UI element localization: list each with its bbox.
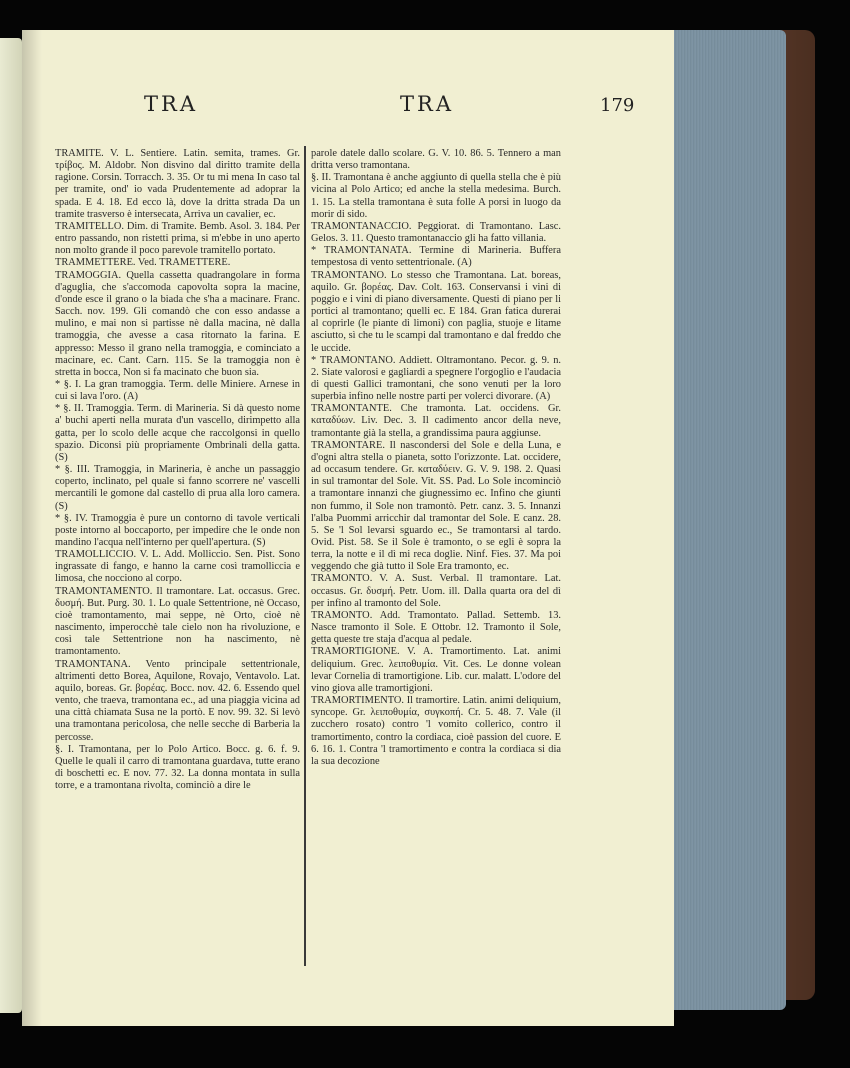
entry-tramortigione: TRAMORTIGIONE. V. A. Tramortimento. Lat. animi deliquium. Grec. λειποθυμία. Vit. Ces. Le donne volean levar Cornelia di tramortigione. Lib. cur. malatt. L'odore del vino giova alle tramortigioni. bbox=[311, 646, 561, 694]
entry-tramonto-add: TRAMONTO. Add. Tramontato. Pallad. Settemb. 13. Nasce tramonto il Sole. E Ottobr. 12. Tramonto il Sole, getta queste tre staja d'acqua al pedale. bbox=[311, 609, 561, 646]
entry-tramontano: TRAMONTANO. Lo stesso che Tramontana. Lat. boreas, aquilo. Gr. βορέας. Dav. Colt. 163. Conservansi i vini di poggio e i vini di piano diversamente. Questi di piano per li portici al tramontano; quelli ec. E 184. Gran fatica durerai al coprirle (le piante di limoni) con paglia, stuoje e litame asciutto, sì che tu le scampi dal tramontano e dal freddo che le uccide. bbox=[311, 269, 561, 354]
entry-tramoggia-s1: * §. I. La gran tramoggia. Term. delle Miniere. Arnese in cui si lava l'oro. (A) bbox=[55, 378, 300, 403]
entry-tramitello: TRAMITELLO. Dim. di Tramite. Bemb. Asol. 3. 184. Per entro passando, non ristetti prima, si m'ebbe in uno aperto non molto grande il poco parevole tramitello portato. bbox=[55, 220, 300, 257]
right-headword: TRA bbox=[400, 92, 454, 116]
entry-tramontanaccio: TRAMONTANACCIO. Peggiorat. di Tramontano. Lasc. Gelos. 3. 11. Questo tramontanaccio gli ha fatto villania. bbox=[311, 220, 561, 245]
page-header bbox=[22, 92, 674, 122]
entry-tramontare: TRAMONTARE. Il nascondersi del Sole e della Luna, e d'ogni altra stella o pianeta, sotto l'orizzonte. Lat. occidere, ad occasum tendere. Gr. καταδύειν. G. V. 9. 198. 2. Quasi in sul tramontar del Sole. Vit. SS. Pad. Lo Sole incominciò a tramontare innanzi che giugnessimo ec. Infino che giunti non fummo, il Sole non tramontò. Petr. canz. 3. 5. Innanzi l'alba Puommi arricchir dal tramontar del Sole. E canz. 28. 5. Se 'l Sol levarsi sguardo ec., Se tramontarsi al tardo. Ovid. Pist. 58. Se il Sole è tramonto, o se egli è sopra la terra, la notte e il dì mi reca doglie. Ninf. Fies. 37. Ma poi veggendo che già tutto il Sole Era tramonto, ec. bbox=[311, 439, 561, 573]
entry-tramolliccio: TRAMOLLICCIO. V. L. Add. Molliccio. Sen. Pist. Sono ingrassate di fango, e hanno la carne così tramolliccia e limosa, che nocciono al corpo. bbox=[55, 549, 300, 585]
entry-tramoggia-s2: * §. II. Tramoggia. Term. di Marineria. Si dà questo nome a' buchi aperti nella murata d'un vascello, dirimpetto alla gatta, per lo scolo delle acque che raccolgonsi in quello spazio. Diconsi più propriamente Ombrinali della gatta. (S) bbox=[55, 403, 300, 463]
entry-tramontante: TRAMONTANTE. Che tramonta. Lat. occidens. Gr. καταδύων. Liv. Dec. 3. Il cadimento ancor della neve, tramontante già la stella, a grandissima paura aggiunse. bbox=[311, 403, 561, 439]
page-edges bbox=[668, 30, 786, 1010]
left-page-edge bbox=[0, 38, 22, 1013]
entry-tramoggia-s3: * §. III. Tramoggia, in Marineria, è anche un passaggio coperto, inclinato, pel quale si fanno scorrere ne' vascelli mercantili le gomone dal castello di prua alla loro camera. (S) bbox=[55, 464, 300, 512]
entry-tramontana-s2: §. II. Tramontana è anche aggiunto di quella stella che è più vicina al Polo Artico; ed anche la stella medesima. Burch. 1. 15. La stella tramontana è suta folle A porsi in luogo da morir di sido. bbox=[311, 172, 561, 220]
entry-continuation: parole datele dallo scolare. G. V. 10. 86. 5. Tennero a man dritta verso tramontana. bbox=[311, 148, 561, 172]
entry-tramontana-s1: §. I. Tramontana, per lo Polo Artico. Bocc. g. 6. f. 9. Quelle le quali il carro di tramontana guardava, tutte erano di boschetti ec. E nov. 77. 32. La donna montata in sulla torre, e a tramontana rivolta, cominciò a dire le bbox=[55, 743, 300, 792]
column-rule bbox=[304, 146, 306, 966]
entry-tramite: TRAMITE. V. L. Sentiere. Latin. semita, trames. Gr. τρίβος. M. Aldobr. Non disvino dal diritto tramite della ragione. Corsin. Torracch. 3. 35. Or tu mi mena In caso tal per tramite, ond' io vada Prudentemente ad adoprar la spada. E 4. 18. Ed ecco là, dove la dritta strada Da un tramite trasverso è intersecata, Arriva un cavalier, ec. bbox=[55, 148, 300, 220]
right-column bbox=[311, 148, 561, 968]
entry-tramontanata: * TRAMONTANATA. Termine di Marineria. Buffera tempestosa di vento settentrionale. (A) bbox=[311, 245, 561, 269]
entry-trammettere: TRAMMETTERE. Ved. TRAMETTERE. bbox=[55, 257, 231, 269]
entry-tramontana: TRAMONTANA. Vento principale settentrionale, altrimenti detto Borea, Aquilone, Rovajo, Ventavolo. Lat. aquilo, boreas. Gr. βορέας. Bocc. nov. 42. 6. Essendo quel vento, che traeva, tramontana ec., ad una piaggia vicina ad una città chiamata Susa ne la portò. E nov. 99. 32. Si levò una tramontana pericolosa, che nelle secche di Barberia la percosse. bbox=[55, 658, 300, 743]
entry-tramoggia-s4: * §. IV. Tramoggia è pure un contorno di tavole verticali poste intorno al boccaporto, per impedire che le onde non mandino l'acqua nell'interno per quell'apertura. (S) bbox=[55, 512, 300, 548]
entry-tramontamento: TRAMONTAMENTO. Il tramontare. Lat. occasus. Grec. δυσμή. But. Purg. 30. 1. Lo quale Settentrione, nè Occaso, cioè tramontamento, mai seppe, nè Orto, cioè nè nascimento, imperocchè tale cielo non ha rivoluzione, e così tale Settentrione non ha nascimento, nè tramontamento. bbox=[55, 585, 300, 658]
entry-tramonto-sust: TRAMONTO. V. A. Sust. Verbal. Il tramontare. Lat. occasus. Gr. δυσμή. Petr. Uom. ill. Dalla quarta ora del dì per infino al tramonto del Sole. bbox=[311, 573, 561, 609]
entry-tramoggia: TRAMOGGIA. Quella cassetta quadrangolare in forma d'aguglia, che s'accomoda capovolta sopra la macine, d'onde esce il grano o la biada che s'ha a macinare. Franc. Sacch. nov. 199. Gli comandò che con esso andasse a mulino, e mai non si partisse nè dalla macina, nè dalla tramoggia, che avesse a casa ritornato la farina. E appresso: Messo il grano nella tramoggia, e cominciato a macinare, ec. Cant. Carn. 115. Se la tramoggia non è stretta in bocca, Non si fa macinato che buon sia. bbox=[55, 269, 300, 378]
page-number: 179 bbox=[600, 95, 635, 116]
gutter-shadow bbox=[22, 30, 42, 1026]
book-page bbox=[22, 30, 674, 1026]
left-headword: TRA bbox=[144, 92, 198, 116]
entry-tramortimento: TRAMORTIMENTO. Il tramortire. Latin. animi deliquium, syncope. Gr. λειποθυμία, συγκοπή. Cr. 5. 48. 7. Vale (il zucchero rosato) contro 'l vomito collerico, contro il tramortimento, contro la cordiaca, cioè passion del cuore. E 6. 16. 1. Contra 'l tramortimento e contra la cordiaca si dia la sua decozione bbox=[311, 695, 561, 767]
entry-tramontano-addiett: * TRAMONTANO. Addiett. Oltramontano. Pecor. g. 9. n. 2. Siate valorosi e gagliardi a spegnere l'orgoglio e l'audacia di questi Gallici tramontani, che sono venuti per la loro superbia infino nelle nostre parti per volerci divorare. (A) bbox=[311, 354, 561, 403]
left-column bbox=[55, 148, 300, 968]
